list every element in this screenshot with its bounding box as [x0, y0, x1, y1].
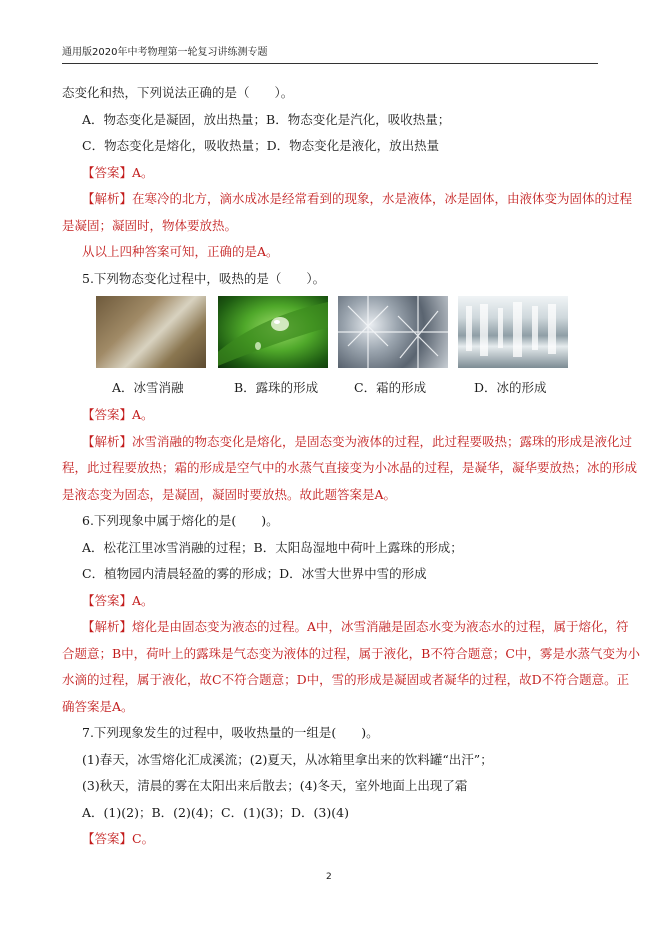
q7-item-line: (1)春天，冰雪熔化汇成溪流；(2)夏天，从冰箱里拿出来的饮料罐“出汗”； — [82, 751, 493, 767]
option-d-caption: D．冰的形成 — [474, 380, 547, 395]
q4-stem: 态变化和热，下列说法正确的是（ ）。 — [62, 85, 294, 100]
option-a-caption: A．冰雪消融 — [112, 380, 184, 395]
q4-analysis-line: 从以上四种答案可知，正确的是A。 — [82, 244, 279, 259]
q5-answer: 【答案】A。 — [82, 407, 154, 422]
q7-stem: 7.下列现象发生的过程中，吸收热量的一组是( )。 — [82, 725, 379, 740]
q4-options-ab: A．物态变化是凝固，放出热量；B．物态变化是汽化，吸收热量； — [82, 111, 451, 127]
q6-analysis-line: 确答案是A。 — [62, 698, 134, 714]
q4-answer: 【答案】A。 — [82, 164, 154, 180]
q6-analysis-line: 【解析】熔化是由固态变为液态的过程。A中，冰雪消融是固态水变为液态水的过程，属于熔化，符 — [82, 619, 629, 634]
page-content — [62, 80, 640, 853]
q5-analysis-line: 【解析】冰雪消融的物态变化是熔化，是固态变为液体的过程，此过程要吸热；露珠的形成是液化过 — [82, 433, 633, 449]
option-b-caption: B．露珠的形成 — [234, 380, 319, 395]
q6-stem: 6.下列现象中属于熔化的是( )。 — [82, 513, 279, 528]
frost-photo — [338, 296, 448, 368]
q5-photo-row — [62, 296, 607, 378]
dew-on-leaf-photo — [218, 296, 328, 368]
q4-analysis-line: 【解析】在寒冷的北方，滴水成冰是经常看到的现象，水是液体，冰是固体，由液体变为固体的过程 — [82, 191, 633, 206]
ice-melting-photo — [96, 296, 206, 368]
q6-analysis-line: 水滴的过程，属于液化，故C不符合题意；D中，雪的形成是凝固或者凝华的过程，故D不符合题意。正 — [62, 672, 630, 687]
q6-options-cd: C．植物园内清晨轻盈的雾的形成；D．冰雪大世界中雪的形成 — [82, 566, 427, 581]
q5-caption-row — [62, 378, 607, 402]
q5-stem: 5.下列物态变化过程中，吸热的是（ ）。 — [82, 270, 326, 286]
page-header: 通用版2020年中考物理第一轮复习讲练测专题 — [62, 46, 598, 64]
q5-analysis-line: 程，此过程要放热；霜的形成是空气中的水蒸气直接变为小冰晶的过程，是凝华，凝华要放热；冰的形成 — [62, 460, 638, 475]
icicle-photo — [458, 296, 568, 368]
page-number: 2 — [326, 872, 332, 882]
q6-analysis-line: 合题意；B中，荷叶上的露珠是气态变为液体的过程，属于液化，B不符合题意；C中，雾是水蒸气变为小 — [62, 645, 640, 661]
q6-options-ab: A．松花江里冰雪消融的过程；B．太阳岛湿地中荷叶上露珠的形成； — [82, 539, 463, 555]
q6-answer: 【答案】A。 — [82, 592, 154, 608]
q4-options-cd: C．物态变化是熔化，吸收热量；D．物态变化是液化，放出热量 — [82, 138, 440, 153]
q7-options: A．(1)(2)；B．(2)(4)；C．(1)(3)；D．(3)(4) — [82, 804, 349, 820]
option-c-caption: C．霜的形成 — [354, 380, 427, 395]
q5-analysis-line: 是液态变为固态，是凝固，凝固时要放热。故此题答案是A。 — [62, 486, 397, 502]
q7-answer: 【答案】C。 — [82, 831, 155, 846]
q7-item-line: (3)秋天，清晨的雾在太阳出来后散去；(4)冬天，室外地面上出现了霜 — [82, 778, 468, 793]
q4-analysis-line: 是凝固；凝固时，物体要放热。 — [62, 217, 238, 233]
